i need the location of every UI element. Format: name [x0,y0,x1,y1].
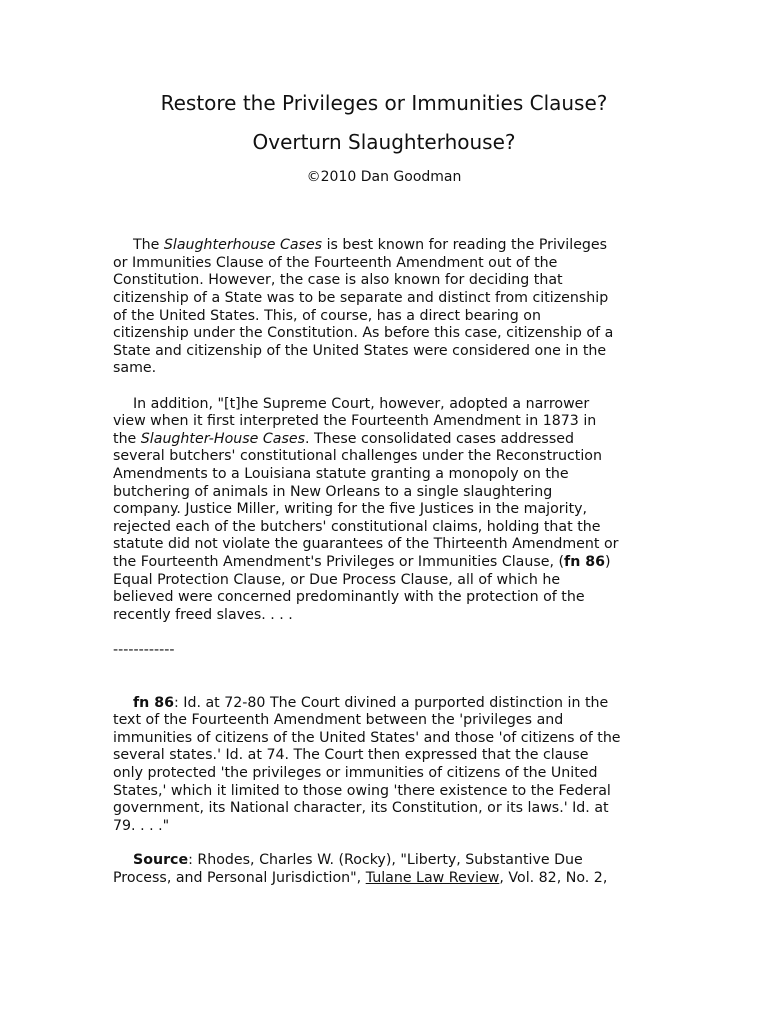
paragraph-line: Amendments to a Louisiana statute granting a monopoly on the [113,466,569,482]
paragraph-line [113,554,611,572]
separator: ------------ [113,642,175,658]
title-line-1: Restore the Privileges or Immunities Clause? [160,91,608,115]
paragraph-line: text of the Fourteenth Amendment between the 'privileges and [113,712,564,728]
paragraph-line [113,852,583,870]
paragraph-line: or Immunities Clause of the Fourteenth Amendment out of the [113,255,558,271]
paragraph-line [113,870,607,888]
paragraph-line: butchering of animals in New Orleans to a single slaughtering [113,484,553,500]
case-name-italic: Slaughterhouse Cases [163,237,323,253]
journal-link[interactable]: Tulane Law Review [365,870,500,886]
paragraph-line [113,431,574,449]
paragraph-line: statute did not violate the guarantees of the Thirteenth Amendment or [113,536,619,552]
text-span: The [133,237,164,253]
footnote-reference: fn 86 [564,554,605,570]
paragraph-line: only protected 'the privileges or immunities of citizens of the United [113,765,598,781]
paragraph-line [113,695,608,713]
paragraph-line: same. [113,360,157,376]
text-span: Process, and Personal Jurisdiction", [113,870,366,886]
paragraph-line: citizenship of a State was to be separate and distinct from citizenship [113,290,609,306]
paragraph-line: In addition, "[t]he Supreme Court, however, adopted a narrower [133,396,590,412]
text-span: , Vol. 82, No. 2, [499,870,608,886]
case-name-italic: Slaughter-House Cases [140,431,305,447]
text-span: is best known for reading the Privileges [322,237,608,253]
text-span: : Id. at 72-80 The Court divined a purported distinction in the [173,695,609,711]
paragraph-line: immunities of citizens of the United States' and those 'of citizens of the [113,730,621,746]
footnote-label: fn 86 [133,695,174,711]
paragraph-line: several states.' Id. at 74. The Court then expressed that the clause [113,747,589,763]
paragraph-line: rejected each of the butchers' constitutional claims, holding that the [113,519,601,535]
text-span: . These consolidated cases addressed [304,431,574,447]
paragraph-line: 79. . . ." [113,818,170,834]
paragraph-line: several butchers' constitutional challenges under the Reconstruction [113,448,602,464]
text-span: the [113,431,141,447]
paragraph-line: believed were concerned predominantly with the protection of the [113,589,585,605]
text-span: : Rhodes, Charles W. (Rocky), "Liberty, Substantive Due [188,852,583,868]
paragraph-line: view when it first interpreted the Fourteenth Amendment in 1873 in [113,413,597,429]
paragraph-line: citizenship under the Constitution. As before this case, citizenship of a [113,325,614,341]
source-label: Source [133,852,189,868]
paragraph-line: of the United States. This, of course, has a direct bearing on [113,308,541,324]
paragraph-line: company. Justice Miller, writing for the five Justices in the majority, [113,501,588,517]
paragraph-line: States,' which it limited to those owing 'there existence to the Federal [113,783,611,799]
title-line-2: Overturn Slaughterhouse? [252,130,516,154]
paragraph-line: Constitution. However, the case is also known for deciding that [113,272,563,288]
paragraph-line: recently freed slaves. . . . [113,607,293,623]
paragraph-line: State and citizenship of the United States were considered one in the [113,343,607,359]
paragraph-line: government, its National character, its Constitution, or its laws.' Id. at [113,800,609,816]
paragraph-line [113,237,607,255]
copyright-notice: ©2010 Dan Goodman [306,169,462,185]
text-span: ) [605,554,611,570]
text-span: the Fourteenth Amendment's Privileges or Immunities Clause, ( [113,554,565,570]
paragraph-line: Equal Protection Clause, or Due Process Clause, all of which he [113,572,561,588]
